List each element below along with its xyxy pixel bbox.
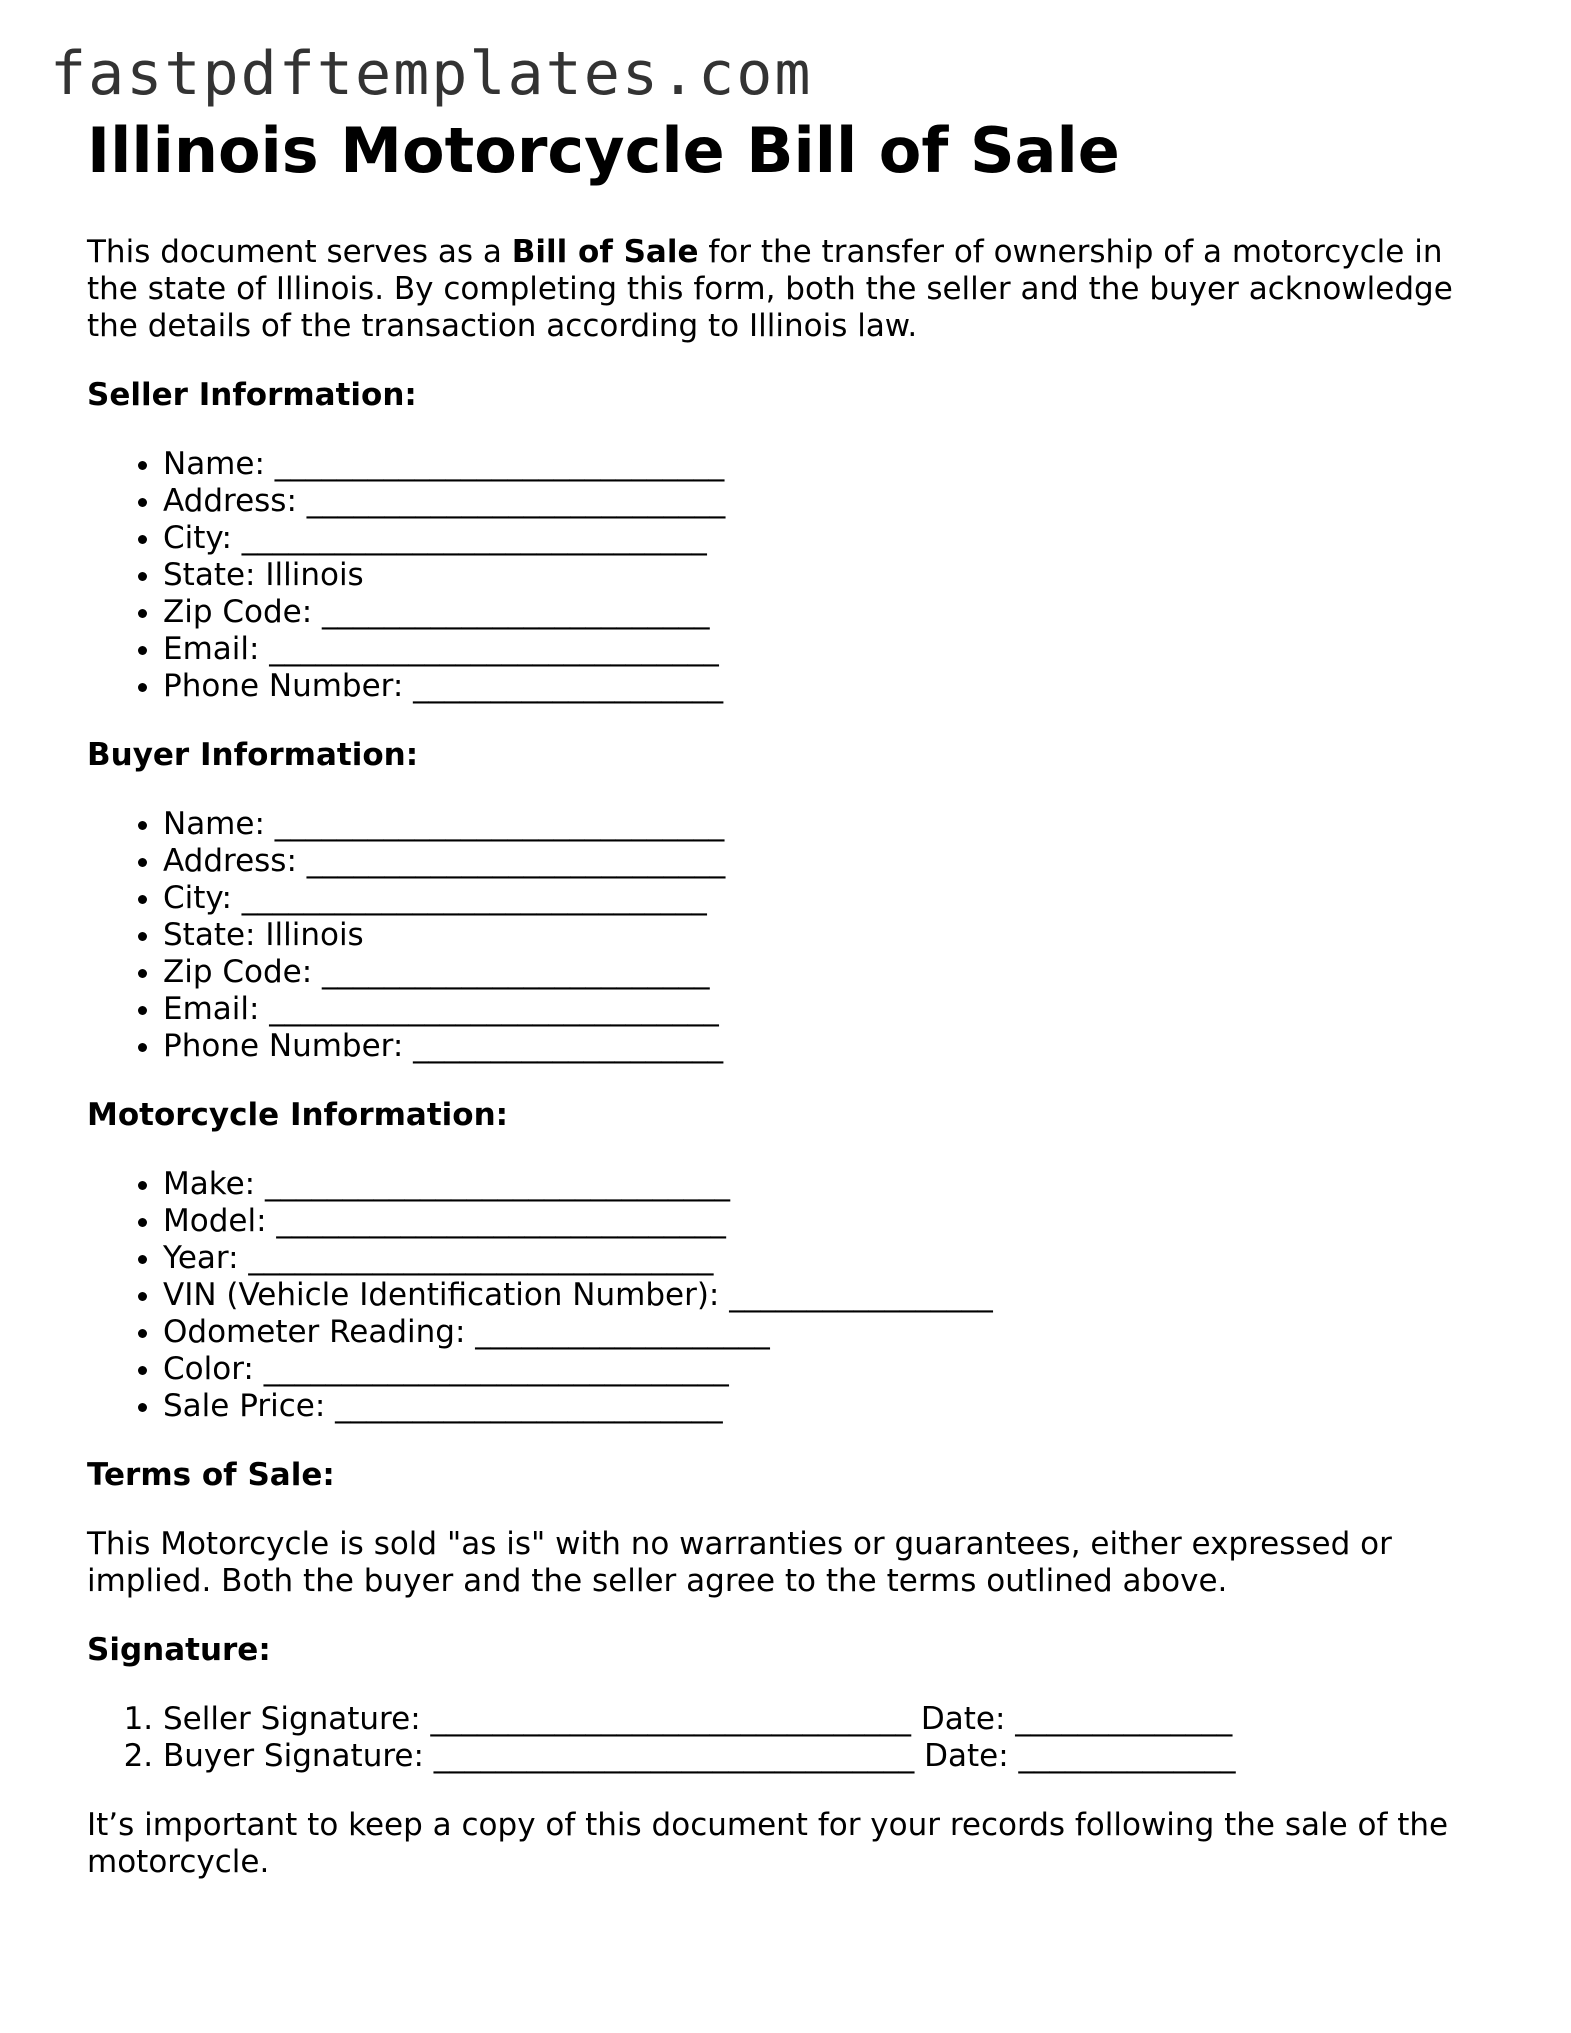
seller-list [87, 446, 1487, 705]
buyer-city-field[interactable]: • City: ______________________________ [163, 880, 1487, 917]
buyer-address-field[interactable]: • Address: ___________________________ [163, 843, 1487, 880]
motorcycle-odometer-field[interactable]: • Odometer Reading: ___________________ [163, 1314, 1487, 1351]
seller-signature-field[interactable]: 1. Seller Signature: _______________________________ Date: ______________ [163, 1701, 1487, 1738]
seller-city-field[interactable]: • City: ______________________________ [163, 520, 1487, 557]
seller-address-field[interactable]: • Address: ___________________________ [163, 483, 1487, 520]
seller-heading: Seller Information: [87, 377, 417, 413]
intro-bold-term: Bill of Sale [511, 234, 699, 270]
signature-list [87, 1701, 1487, 1775]
intro-text-after: for the transfer of ownership of a motorcycle in the state of Illinois. By completing this form, both the seller and the buyer acknowledge the details of the transaction according to Illinois law. [87, 234, 1453, 344]
intro-paragraph [87, 234, 1487, 345]
buyer-list [87, 806, 1487, 1065]
seller-name-field[interactable]: • Name: _____________________________ [163, 446, 1487, 483]
watermark: fastpdftemplates.com [50, 39, 813, 109]
seller-phone-field[interactable]: • Phone Number: ____________________ [163, 668, 1487, 705]
document [87, 110, 1487, 1881]
motorcycle-make-field[interactable]: • Make: ______________________________ [163, 1166, 1487, 1203]
motorcycle-color-field[interactable]: • Color: ______________________________ [163, 1351, 1487, 1388]
terms-text: This Motorcycle is sold "as is" with no warranties or guarantees, either expressed or implied. Both the buyer and the seller agree to the terms outlined above. [87, 1526, 1392, 1599]
motorcycle-year-field[interactable]: • Year: ______________________________ [163, 1240, 1487, 1277]
motorcycle-list [87, 1166, 1487, 1425]
buyer-state-field: • State: Illinois [163, 917, 1487, 954]
motorcycle-price-field[interactable]: • Sale Price: _________________________ [163, 1388, 1487, 1425]
seller-zip-field[interactable]: • Zip Code: _________________________ [163, 594, 1487, 631]
buyer-heading: Buyer Information: [87, 737, 419, 773]
buyer-zip-field[interactable]: • Zip Code: _________________________ [163, 954, 1487, 991]
buyer-email-field[interactable]: • Email: _____________________________ [163, 991, 1487, 1028]
motorcycle-heading: Motorcycle Information: [87, 1097, 509, 1133]
motorcycle-model-field[interactable]: • Model: _____________________________ [163, 1203, 1487, 1240]
page-title: Illinois Motorcycle Bill of Sale [87, 114, 1120, 187]
seller-state-field: • State: Illinois [163, 557, 1487, 594]
intro-text-before: This document serves as a [87, 234, 512, 270]
closing-note: It’s important to keep a copy of this document for your records following the sale of the motorcycle. [87, 1807, 1449, 1880]
buyer-phone-field[interactable]: • Phone Number: ____________________ [163, 1028, 1487, 1065]
motorcycle-vin-field[interactable]: • VIN (Vehicle Identification Number): _________________ [163, 1277, 1487, 1314]
seller-email-field[interactable]: • Email: _____________________________ [163, 631, 1487, 668]
buyer-name-field[interactable]: • Name: _____________________________ [163, 806, 1487, 843]
signature-heading: Signature: [87, 1632, 271, 1668]
buyer-signature-field[interactable]: 2. Buyer Signature: _______________________________ Date: ______________ [163, 1738, 1487, 1775]
terms-heading: Terms of Sale: [87, 1457, 335, 1493]
